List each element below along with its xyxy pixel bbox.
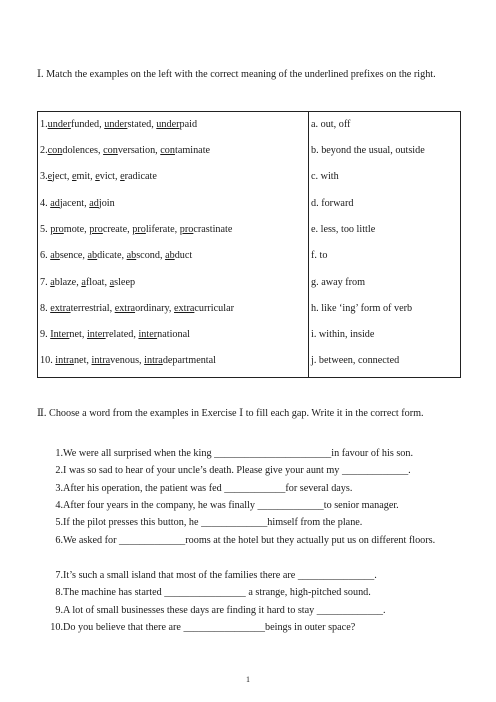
- item-number: 5.: [55, 517, 63, 528]
- word-text: versation,: [117, 145, 161, 156]
- page-number: 1: [246, 675, 250, 684]
- word-text: 2.: [40, 145, 48, 156]
- item-text: We asked for _____________rooms at the hotel but they actually put us on different floors.: [63, 535, 436, 546]
- underlined-prefix: inter: [138, 329, 158, 340]
- table-row: [38, 145, 462, 169]
- underlined-prefix: ab: [165, 250, 175, 261]
- underlined-prefix: con: [160, 145, 175, 156]
- underlined-prefix: intra: [144, 355, 163, 366]
- word-text: 6.: [40, 250, 51, 261]
- item-number: 9.: [55, 605, 63, 616]
- item-text: After four years in the company, he was finally _____________to senior manager.: [63, 500, 399, 511]
- example-words: [40, 329, 190, 340]
- underlined-prefix: extra: [174, 303, 195, 314]
- word-text: join: [98, 198, 115, 209]
- example-words: [40, 303, 234, 314]
- word-text: 5.: [40, 224, 51, 235]
- prefix-meaning: j. between, connected: [311, 355, 400, 366]
- table-row: [38, 119, 462, 143]
- word-text: mit,: [76, 171, 96, 182]
- underlined-prefix: con: [103, 145, 118, 156]
- underlined-prefix: ad: [89, 198, 99, 209]
- underlined-prefix: extra: [114, 303, 136, 314]
- underlined-prefix: extra: [50, 303, 71, 314]
- example-words: [40, 198, 115, 209]
- prefix-meaning: f. to: [311, 250, 328, 261]
- underlined-prefix: e: [120, 171, 125, 182]
- underlined-prefix: e: [71, 171, 77, 182]
- table-row: [38, 329, 462, 353]
- table-row: [38, 355, 462, 379]
- prefix-meaning: b. beyond the usual, outside: [311, 145, 425, 156]
- word-text: scond,: [136, 250, 166, 261]
- item-text: Do you believe that there are ________________beings in outer space?: [63, 622, 356, 633]
- example-words: [40, 250, 192, 261]
- prefix-meaning: h. like ‘ing’ form of verb: [311, 303, 413, 314]
- item-number: 1.: [55, 448, 63, 459]
- item-number: 10.: [50, 622, 63, 633]
- word-text: dicate,: [97, 250, 127, 261]
- word-text: 9.: [40, 329, 51, 340]
- item-number: 7.: [55, 570, 63, 581]
- item-text: It’s such a small island that most of the families there are _______________.: [63, 570, 377, 581]
- word-text: 3.: [40, 171, 48, 182]
- word-text: paid: [179, 119, 198, 130]
- word-text: taminate: [174, 145, 211, 156]
- underlined-prefix: pro: [132, 224, 146, 235]
- underlined-prefix: ad: [50, 198, 60, 209]
- underlined-prefix: intra: [91, 355, 111, 366]
- underlined-prefix: under: [47, 119, 71, 130]
- word-text: departmental: [162, 355, 216, 366]
- word-text: sence,: [59, 250, 88, 261]
- example-words: [40, 119, 197, 130]
- word-text: 8.: [40, 303, 51, 314]
- word-text: mote,: [63, 224, 90, 235]
- item-number: 3.: [55, 483, 63, 494]
- word-text: radicate: [124, 171, 157, 182]
- word-text: crastinate: [193, 224, 233, 235]
- underlined-prefix: pro: [179, 224, 194, 235]
- underlined-prefix: a: [109, 277, 115, 288]
- example-words: [40, 277, 135, 288]
- section-2-instruction: Ⅱ. Choose a word from the examples in Exercise Ⅰ to fill each gap. Write it in the correct form.: [37, 408, 424, 419]
- underlined-prefix: under: [104, 119, 128, 130]
- word-text: national: [157, 329, 190, 340]
- table-row: [38, 171, 462, 195]
- word-text: dolences,: [62, 145, 104, 156]
- word-text: curricular: [194, 303, 234, 314]
- underlined-prefix: con: [47, 145, 63, 156]
- prefix-meaning: i. within, inside: [311, 329, 375, 340]
- example-words: [40, 171, 157, 182]
- word-text: related,: [105, 329, 139, 340]
- item-number: 4.: [55, 500, 63, 511]
- word-text: liferate,: [145, 224, 180, 235]
- example-words: [40, 224, 232, 235]
- underlined-prefix: inter: [86, 329, 106, 340]
- prefix-meaning: a. out, off: [311, 119, 351, 130]
- table-row: [38, 224, 462, 248]
- prefix-meaning: e. less, too little: [311, 224, 376, 235]
- underlined-prefix: e: [95, 171, 100, 182]
- underlined-prefix: ab: [50, 250, 60, 261]
- word-text: 7.: [40, 277, 51, 288]
- word-text: funded,: [70, 119, 105, 130]
- underlined-prefix: e: [47, 171, 53, 182]
- item-text: I was so sad to hear of your uncle’s death. Please give your aunt my _____________.: [63, 465, 411, 476]
- table-row: [38, 277, 462, 301]
- table-row: [38, 303, 462, 327]
- word-text: vict,: [99, 171, 121, 182]
- section-1-instruction: Ⅰ. Match the examples on the left with the correct meaning of the underlined prefixes on the right.: [37, 69, 436, 80]
- word-text: net,: [73, 355, 92, 366]
- word-text: ordinary,: [135, 303, 175, 314]
- prefix-meaning: d. forward: [311, 198, 354, 209]
- prefix-meaning: c. with: [311, 171, 339, 182]
- underlined-prefix: pro: [50, 224, 64, 235]
- table-row: [38, 250, 462, 274]
- word-text: terrestrial,: [70, 303, 115, 314]
- word-text: sleep: [114, 277, 136, 288]
- item-number: 8.: [55, 587, 63, 598]
- word-text: 1.: [40, 119, 48, 130]
- word-text: net,: [69, 329, 87, 340]
- table-row: [38, 198, 462, 222]
- word-text: 10.: [40, 355, 56, 366]
- word-text: ject,: [52, 171, 72, 182]
- underlined-prefix: pro: [89, 224, 103, 235]
- word-text: jacent,: [59, 198, 90, 209]
- word-text: float,: [85, 277, 110, 288]
- example-words: [40, 355, 216, 366]
- word-text: stated,: [127, 119, 157, 130]
- underlined-prefix: ab: [126, 250, 137, 261]
- prefix-meaning: g. away from: [311, 277, 366, 288]
- word-text: blaze,: [54, 277, 82, 288]
- item-text: If the pilot presses this button, he _____________himself from the plane.: [63, 517, 363, 528]
- item-text: After his operation, the patient was fed ____________for several days.: [63, 483, 353, 494]
- item-text: A lot of small businesses these days are finding it hard to stay _____________.: [63, 605, 386, 616]
- matching-table: [37, 111, 461, 378]
- underlined-prefix: a: [81, 277, 86, 288]
- word-text: duct: [174, 250, 193, 261]
- item-text: We were all surprised when the king _______________________in favour of his son.: [63, 448, 414, 459]
- underlined-prefix: intra: [55, 355, 74, 366]
- word-text: create,: [102, 224, 133, 235]
- item-number: 2.: [55, 465, 63, 476]
- underlined-prefix: under: [156, 119, 180, 130]
- underlined-prefix: a: [50, 277, 55, 288]
- word-text: 4.: [40, 198, 51, 209]
- item-number: 6.: [55, 535, 63, 546]
- item-text: The machine has started ________________ a strange, high-pitched sound.: [63, 587, 371, 598]
- example-words: [40, 145, 210, 156]
- underlined-prefix: ab: [87, 250, 98, 261]
- word-text: venous,: [110, 355, 145, 366]
- underlined-prefix: Inter: [50, 329, 70, 340]
